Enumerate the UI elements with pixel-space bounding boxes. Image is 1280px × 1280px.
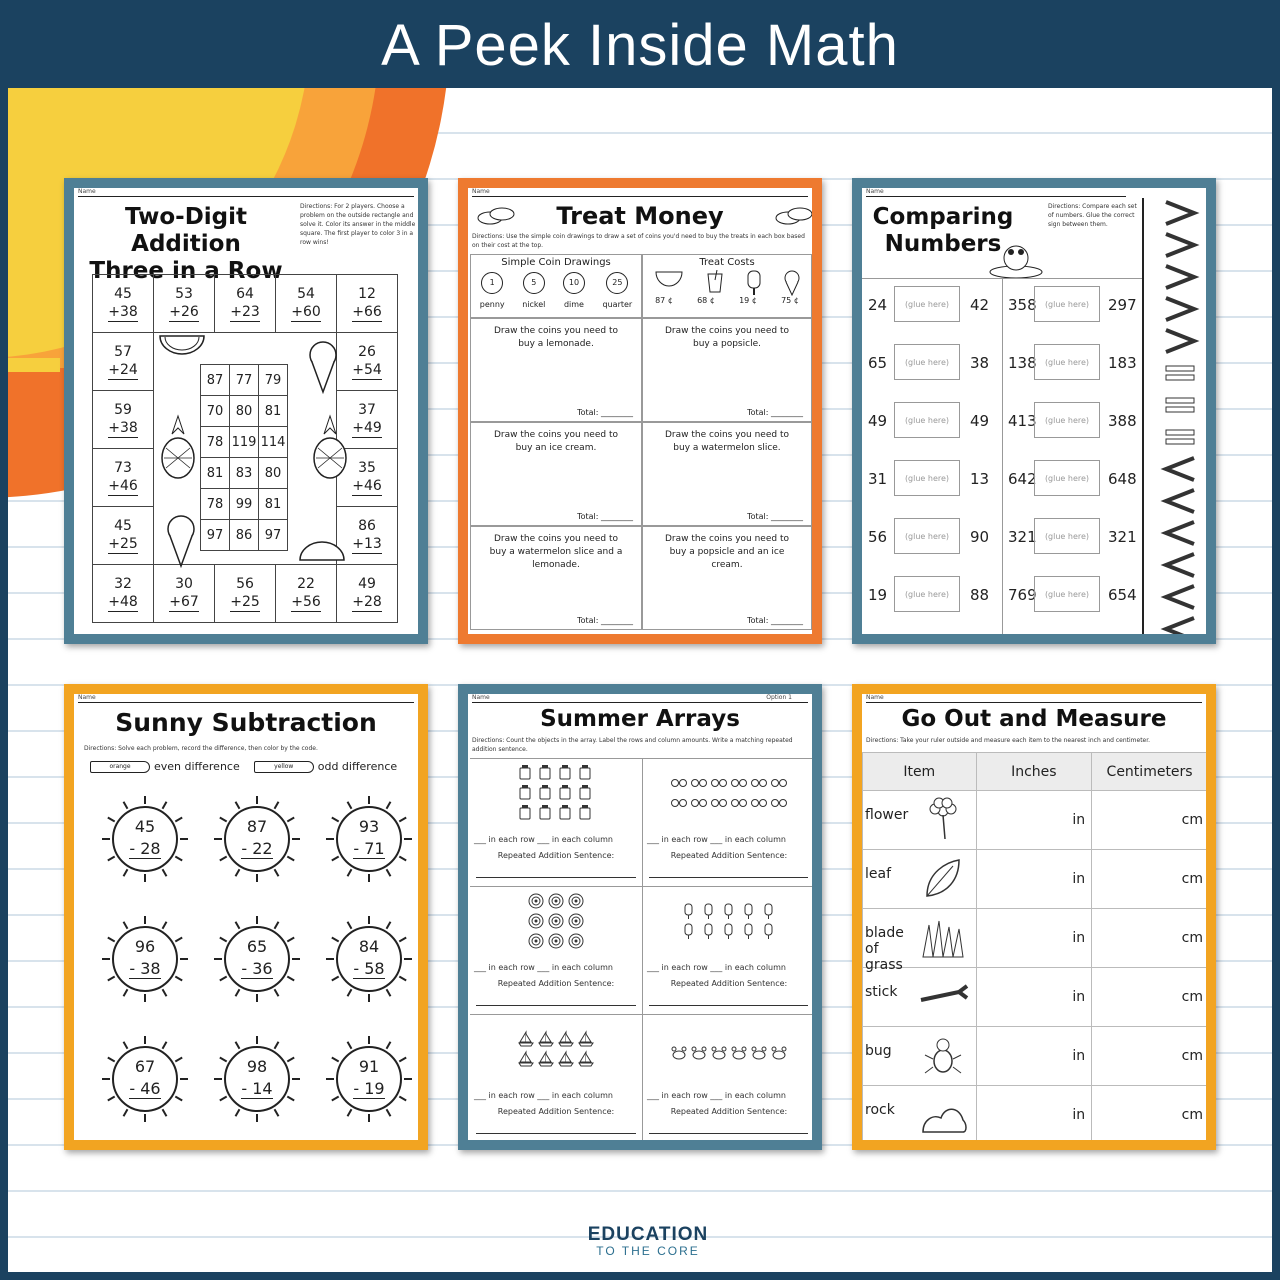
glue-box[interactable]: (glue here) [894, 518, 960, 554]
addition-problem: 49 +28 [352, 576, 382, 610]
equal-sign-icon [1160, 422, 1200, 452]
sun-problem[interactable] [102, 796, 188, 882]
coin-drawing-box[interactable]: Draw the coins you need to buy a watermelon slice and a lemonade. Total: ________ [470, 526, 642, 630]
less-than-icon [1160, 518, 1200, 548]
popsicle-icon [679, 901, 779, 941]
number: 56 [868, 528, 888, 546]
comparison-row [862, 574, 1142, 632]
answer-cell: 77 [230, 365, 259, 396]
glue-box[interactable]: (glue here) [1034, 518, 1100, 554]
watermelon-icon [298, 540, 346, 562]
less-than-icon [1160, 454, 1200, 484]
addition-problem: 73 +46 [108, 460, 138, 494]
item-name: rock [865, 1102, 895, 1118]
addition-problem: 32 +48 [108, 576, 138, 610]
answer-cell: 79 [259, 365, 288, 396]
worksheet-go-out-and-measure[interactable] [852, 684, 1216, 1150]
number: 388 [1108, 412, 1137, 430]
row-column-label: ___ in each row ___ in each column [647, 1091, 786, 1100]
stick-icon [919, 974, 969, 1020]
addition-problem: 59 +38 [108, 402, 138, 436]
measure-row [863, 968, 1208, 1027]
sunglasses-icon [669, 773, 789, 813]
glue-box[interactable]: (glue here) [1034, 460, 1100, 496]
item-name: bug [865, 1043, 892, 1059]
ice-cream-icon [306, 340, 340, 394]
directions-text: Directions: Use the simple coin drawings to draw a set of coins you'd need to buy the treats in each box based on their cost at the top. [472, 233, 805, 249]
option-label: Option 1 [766, 694, 792, 701]
addition-problem: 86 +13 [352, 518, 382, 552]
name-label: Name [78, 188, 96, 195]
sentence-line[interactable] [649, 877, 808, 878]
equal-sign-icon [1160, 358, 1200, 388]
minuend: 45 [134, 817, 156, 836]
coin-nickel: 5 nickel [522, 272, 545, 309]
answer-cell: 83 [230, 458, 259, 489]
number: 31 [868, 470, 888, 488]
subtrahend: - 36 [241, 959, 273, 978]
sentence-line[interactable] [476, 1133, 636, 1134]
addition-problem: 35 +46 [352, 460, 382, 494]
inches-cell[interactable]: in [976, 909, 1092, 968]
number: 90 [970, 528, 990, 546]
comparison-row [862, 400, 1142, 458]
subtrahend: - 28 [129, 839, 161, 858]
inches-cell[interactable]: in [976, 1027, 1092, 1086]
number: 138 [1008, 354, 1037, 372]
worksheet-title: Treat Money [556, 202, 724, 230]
worksheet-title: Two-Digit Addition Three in a Row [89, 204, 283, 284]
worksheet-title: Comparing Numbers [872, 204, 1014, 257]
column-header: Centimeters [1092, 753, 1208, 791]
number: 358 [1008, 296, 1037, 314]
treat-cost: 87 ¢ [655, 296, 673, 305]
row-column-label: ___ in each row ___ in each column [474, 1091, 613, 1100]
glue-box[interactable]: (glue here) [1034, 402, 1100, 438]
number: 49 [868, 412, 888, 430]
directions-text: Directions: Solve each problem, record the difference, then color by the code. [84, 745, 318, 752]
item-name: blade of grass [865, 925, 904, 973]
treat-cost: 75 ¢ [781, 296, 799, 305]
ice-cream-icon [164, 514, 198, 568]
total-line: Total: ________ [577, 408, 633, 417]
sun-problem[interactable] [214, 796, 300, 882]
less-than-icon [1160, 486, 1200, 516]
column-header: Inches [976, 753, 1092, 791]
answer-cell: 119 [230, 427, 259, 458]
comparison-row [862, 284, 1142, 342]
glue-box[interactable]: (glue here) [894, 460, 960, 496]
greater-than-icon [1160, 230, 1200, 260]
addition-problem: 12 +66 [352, 286, 382, 320]
total-line: Total: ________ [577, 512, 633, 521]
sentence-line[interactable] [649, 1005, 808, 1006]
glue-box[interactable]: (glue here) [894, 402, 960, 438]
directions-text: Directions: Count the objects in the array. Label the rows and column amounts. Write a matching repeated addition sentence. [472, 737, 793, 753]
sentence-label: Repeated Addition Sentence: [670, 851, 788, 860]
answer-cell: 78 [201, 427, 230, 458]
minuend: 65 [246, 937, 268, 956]
code-entry: orange even difference [90, 760, 240, 773]
comparison-row [862, 342, 1142, 400]
lemonade-icon [705, 270, 725, 294]
glue-box[interactable]: (glue here) [894, 576, 960, 612]
row-column-label: ___ in each row ___ in each column [647, 963, 786, 972]
inches-cell[interactable]: in [976, 791, 1092, 850]
coin-drawing-box[interactable]: Draw the coins you need to buy an ice cream. Total: ________ [470, 422, 642, 526]
minuend: 84 [358, 937, 380, 956]
addition-problem: 57 +24 [108, 344, 138, 378]
number: 648 [1108, 470, 1137, 488]
inches-cell[interactable]: in [976, 1086, 1092, 1145]
measure-row [863, 909, 1208, 968]
ice-cream-icon [783, 270, 801, 296]
blade-of-grass-icon [919, 915, 969, 961]
worksheet-sunny-subtraction[interactable] [64, 684, 428, 1150]
centimeters-cell[interactable]: cm [1092, 909, 1208, 968]
coin-quarter: 25 quarter [603, 272, 633, 309]
measure-row [863, 791, 1208, 850]
preview-stage [8, 88, 1272, 1272]
sentence-line[interactable] [649, 1133, 808, 1134]
inches-cell[interactable]: in [976, 850, 1092, 909]
sun-problem[interactable] [326, 796, 412, 882]
greater-than-icon [1160, 294, 1200, 324]
number: 183 [1108, 354, 1137, 372]
name-label: Name [472, 188, 490, 195]
sun-problem[interactable] [102, 916, 188, 1002]
minuend: 96 [134, 937, 156, 956]
sentence-line[interactable] [476, 1005, 636, 1006]
centimeters-cell[interactable]: cm [1092, 791, 1208, 850]
watermelon-icon [654, 270, 684, 288]
treat-costs-panel: Treat Costs 87 ¢ 68 ¢ 19 ¢ 75 ¢ [642, 254, 812, 318]
answer-cell: 80 [259, 458, 288, 489]
centimeters-cell[interactable]: cm [1092, 850, 1208, 909]
number: 88 [970, 586, 990, 604]
addition-problem: 45 +38 [108, 286, 138, 320]
addition-problem: 37 +49 [352, 402, 382, 436]
answer-cell: 86 [230, 520, 259, 551]
addition-problem: 30 +67 [169, 576, 199, 610]
worksheet-comparing-numbers[interactable] [852, 178, 1216, 644]
addition-problem: 53 +26 [169, 286, 199, 320]
addition-problem: 22 +56 [291, 576, 321, 610]
subtrahend: - 58 [353, 959, 385, 978]
answer-cell: 81 [259, 489, 288, 520]
array-problem[interactable] [642, 886, 814, 1014]
crayon-icon: orange [90, 761, 150, 773]
less-than-icon [1160, 582, 1200, 612]
sun-problem[interactable] [102, 1036, 188, 1122]
array-problem[interactable] [470, 1014, 642, 1142]
sentence-label: Repeated Addition Sentence: [670, 1107, 788, 1116]
array-problem[interactable] [470, 886, 642, 1014]
answer-cell: 81 [201, 458, 230, 489]
sun-problem[interactable] [326, 1036, 412, 1122]
row-column-label: ___ in each row ___ in each column [474, 963, 613, 972]
sailboat-icon [516, 1029, 596, 1069]
sentence-label: Repeated Addition Sentence: [497, 979, 615, 988]
item-name: flower [865, 807, 909, 823]
worksheet-treat-money[interactable] [458, 178, 822, 644]
measure-row [863, 1086, 1208, 1145]
sun-problem[interactable] [214, 916, 300, 1002]
answer-cell: 97 [201, 520, 230, 551]
answer-grid [200, 364, 288, 551]
number: 321 [1108, 528, 1137, 546]
less-than-icon [1160, 550, 1200, 580]
sentence-line[interactable] [476, 877, 636, 878]
name-label: Name [78, 694, 96, 701]
pineapple-icon [310, 414, 350, 480]
number: 642 [1008, 470, 1037, 488]
coin-drawing-box[interactable]: Draw the coins you need to buy a popsicle and an ice cream. Total: ________ [642, 526, 812, 630]
answer-cell: 81 [259, 396, 288, 427]
greater-than-icon [1160, 262, 1200, 292]
addition-problem: 26 +54 [352, 344, 382, 378]
measure-row [863, 1027, 1208, 1086]
total-line: Total: ________ [747, 408, 803, 417]
number: 321 [1008, 528, 1037, 546]
treat-cost: 19 ¢ [739, 296, 757, 305]
answer-cell: 114 [259, 427, 288, 458]
greater-than-icon [1160, 198, 1200, 228]
addition-problem: 64 +23 [230, 286, 260, 320]
column-header: Item [863, 753, 977, 791]
row-column-label: ___ in each row ___ in each column [474, 835, 613, 844]
number: 19 [868, 586, 888, 604]
sentence-label: Repeated Addition Sentence: [670, 979, 788, 988]
subtrahend: - 19 [353, 1079, 385, 1098]
flower-icon [919, 797, 969, 843]
addition-problem: 45 +25 [108, 518, 138, 552]
number: 42 [970, 296, 990, 314]
coin-drawing-box[interactable]: Draw the coins you need to buy a popsicle. Total: ________ [642, 318, 812, 422]
name-label: Name [866, 188, 884, 195]
page-title: A Peek Inside Math [0, 0, 1280, 88]
centimeters-cell[interactable]: cm [1092, 1086, 1208, 1145]
answer-cell: 99 [230, 489, 259, 520]
coins-icon [774, 204, 814, 226]
coins-icon [476, 204, 516, 226]
minuend: 93 [358, 817, 380, 836]
crab-icon [669, 1043, 789, 1063]
glue-box[interactable]: (glue here) [894, 286, 960, 322]
equal-sign-icon [1160, 390, 1200, 420]
inches-cell[interactable]: in [976, 968, 1092, 1027]
coin-drawing-box[interactable]: Draw the coins you need to buy a lemonade. Total: ________ [470, 318, 642, 422]
pineapple-icon [158, 414, 198, 480]
sunscreen-bottle-icon [516, 763, 596, 823]
subtrahend: - 14 [241, 1079, 273, 1098]
sentence-label: Repeated Addition Sentence: [497, 1107, 615, 1116]
coin-drawings-panel: Simple Coin Drawings 1 penny 5 nickel 10 dime 25 quarter [470, 254, 642, 318]
subtrahend: - 38 [129, 959, 161, 978]
code-entry: yellow odd difference [254, 760, 397, 773]
measure-row [863, 850, 1208, 909]
item-name: leaf [865, 866, 892, 882]
directions-text: Directions: Take your ruler outside and measure each item to the nearest inch and centimeter. [866, 737, 1151, 744]
greater-than-icon [1160, 326, 1200, 356]
coin-penny: 1 penny [480, 272, 505, 309]
minuend: 98 [246, 1057, 268, 1076]
treat-cost: 68 ¢ [697, 296, 715, 305]
alligator-icon [986, 240, 1046, 280]
item-name: stick [865, 984, 898, 1000]
rock-icon [919, 1092, 969, 1138]
watermelon-icon [158, 334, 206, 356]
addition-problem: 56 +25 [230, 576, 260, 610]
subtrahend: - 46 [129, 1079, 161, 1098]
name-label: Name [866, 694, 884, 701]
total-line: Total: ________ [577, 616, 633, 625]
number: 65 [868, 354, 888, 372]
comparison-row [862, 516, 1142, 574]
array-problem[interactable] [470, 758, 642, 886]
measure-table [862, 752, 1208, 1145]
worksheet-title: Sunny Subtraction [115, 708, 377, 737]
array-problem[interactable] [642, 1014, 814, 1142]
worksheet-title: Go Out and Measure [901, 706, 1167, 732]
centimeters-cell[interactable]: cm [1092, 1027, 1208, 1086]
glue-box[interactable]: (glue here) [894, 344, 960, 380]
sentence-label: Repeated Addition Sentence: [497, 851, 615, 860]
number: 38 [970, 354, 990, 372]
worksheet-title: Summer Arrays [540, 706, 740, 732]
answer-cell: 87 [201, 365, 230, 396]
glue-box[interactable]: (glue here) [1034, 286, 1100, 322]
row-column-label: ___ in each row ___ in each column [647, 835, 786, 844]
directions-text: Directions: Compare each set of numbers. Glue the correct sign between them. [1048, 203, 1137, 228]
answer-cell: 80 [230, 396, 259, 427]
answer-cell: 70 [201, 396, 230, 427]
minuend: 91 [358, 1057, 380, 1076]
total-line: Total: ________ [747, 616, 803, 625]
glue-box[interactable]: (glue here) [1034, 344, 1100, 380]
number: 297 [1108, 296, 1137, 314]
color-code [90, 760, 420, 773]
number: 49 [970, 412, 990, 430]
answer-cell: 97 [259, 520, 288, 551]
crayon-icon: yellow [254, 761, 314, 773]
subtrahend: - 71 [353, 839, 385, 858]
leaf-icon [919, 856, 969, 902]
total-line: Total: ________ [747, 512, 803, 521]
number: 24 [868, 296, 888, 314]
cut-out-signs-strip [1152, 194, 1212, 644]
sun-problem[interactable] [214, 1036, 300, 1122]
number: 413 [1008, 412, 1037, 430]
minuend: 67 [134, 1057, 156, 1076]
number: 654 [1108, 586, 1137, 604]
number: 13 [970, 470, 990, 488]
centimeters-cell[interactable]: cm [1092, 968, 1208, 1027]
addition-problem: 54 +60 [291, 286, 321, 320]
number: 769 [1008, 586, 1037, 604]
worksheet-summer-arrays[interactable] [458, 684, 822, 1150]
array-problem[interactable] [642, 758, 814, 886]
less-than-icon [1160, 614, 1200, 644]
subtrahend: - 22 [241, 839, 273, 858]
directions-text: Directions: For 2 players. Choose a problem on the outside rectangle and solve it. Color its answer in the middle square. The first player to color 3 in a row wins! [300, 203, 416, 246]
sun-problem[interactable] [326, 916, 412, 1002]
popsicle-icon [746, 270, 762, 296]
comparison-row [862, 458, 1142, 516]
name-label: Name [472, 694, 490, 701]
coin-dime: 10 dime [563, 272, 585, 309]
education-to-the-core-logo: EDUCATION TO THE CORE [587, 1224, 709, 1258]
coin-drawing-box[interactable]: Draw the coins you need to buy a watermelon slice. Total: ________ [642, 422, 812, 526]
glue-box[interactable]: (glue here) [1034, 576, 1100, 612]
worksheet-two-digit-addition[interactable] [64, 178, 428, 644]
seashell-icon [526, 891, 586, 951]
answer-cell: 78 [201, 489, 230, 520]
minuend: 87 [246, 817, 268, 836]
bug-icon [919, 1033, 969, 1079]
